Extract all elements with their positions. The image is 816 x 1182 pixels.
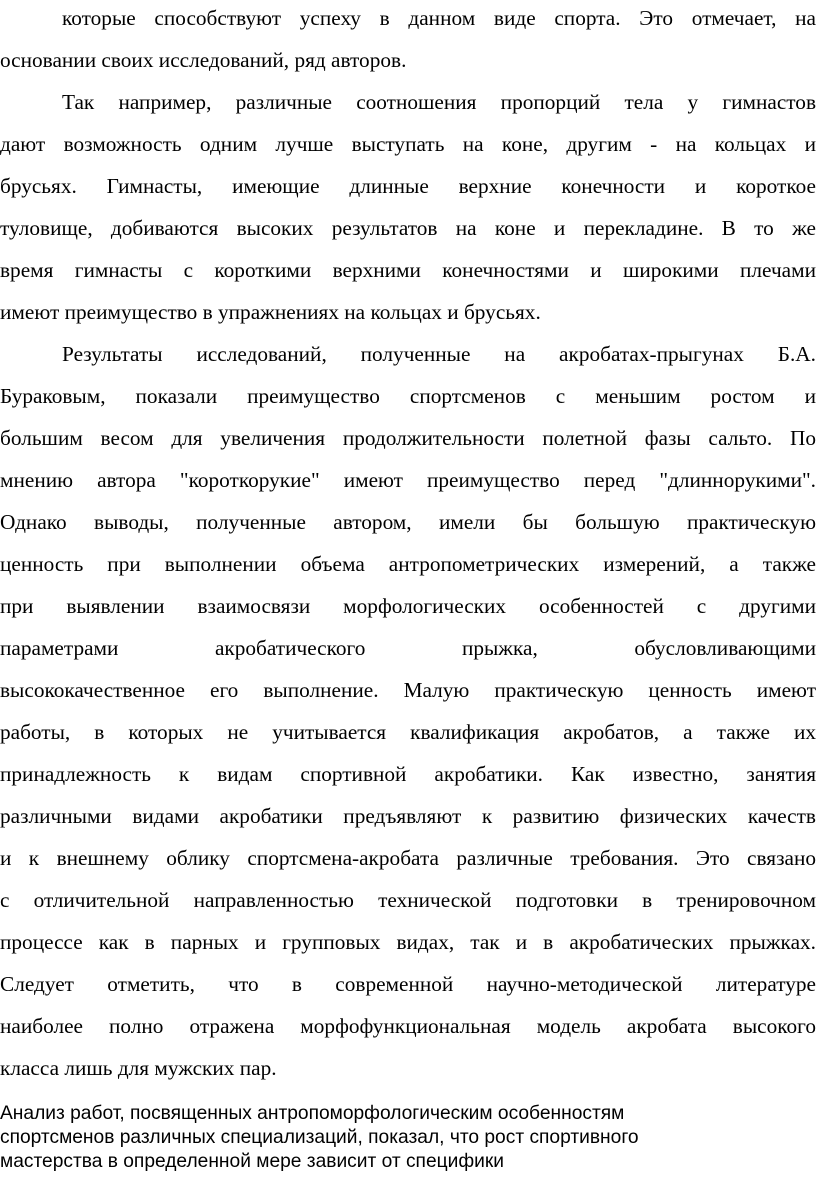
paragraph-3-line-2: Бураковым, показали преимущество спортсменов с меньшим ростом и (0, 384, 816, 408)
paragraph-3-line-14: с отличительной направленностью технической подготовки в тренировочном (0, 888, 816, 912)
paragraph-3-line-9: высококачественное его выполнение. Малую практическую ценность имеют (0, 678, 816, 702)
paragraph-3-line-10: работы, в которых не учитывается квалификация акробатов, а также их (0, 720, 816, 744)
paragraph-2-line-3: брусьях. Гимнасты, имеющие длинные верхние конечности и короткое (0, 174, 816, 198)
paragraph-4-line-1: Анализ работ, посвященных антропоморфологическим особенностям (0, 1103, 625, 1124)
paragraph-3-line-16: Следует отметить, что в современной научно-методической литературе (0, 972, 816, 996)
paragraph-4 (0, 1102, 816, 1174)
paragraph-4-line-2: спортсменов различных специализаций, показал, что рост спортивного (0, 1127, 639, 1148)
paragraph-3-line-3: большим весом для увеличения продолжительности полетной фазы сальто. По (0, 426, 816, 450)
paragraph-2-line-4: туловище, добиваются высоких результатов на коне и перекладине. В то же (0, 216, 816, 240)
paragraph-3-line-15: процессе как в парных и групповых видах, так и в акробатических прыжках. (0, 930, 816, 954)
paragraph-3-line-1: Результаты исследований, полученные на акробатах-прыгунах Б.А. (62, 342, 816, 366)
paragraph-2-line-6: имеют преимущество в упражнениях на кольцах и брусьях. (0, 300, 541, 324)
paragraph-3-line-5: Однако выводы, полученные автором, имели бы большую практическую (0, 510, 816, 534)
paragraph-3-line-12: различными видами акробатики предъявляют к развитию физических качеств (0, 804, 816, 828)
paragraph-3-line-8: параметрами акробатического прыжка, обусловливающими (0, 636, 816, 660)
paragraph-3-line-17: наиболее полно отражена морфофункциональная модель акробата высокого (0, 1014, 816, 1038)
paragraph-3-line-4: мнению автора "короткорукие" имеют преимущество перед "длиннорукими". (0, 468, 816, 492)
paragraph-2-line-2: дают возможность одним лучше выступать на коне, другим - на кольцах и (0, 132, 816, 156)
paragraph-2-line-5: время гимнасты с короткими верхними конечностями и широкими плечами (0, 258, 816, 282)
paragraph-3-line-11: принадлежность к видам спортивной акробатики. Как известно, занятия (0, 762, 816, 786)
paragraph-2-line-1: Так например, различные соотношения пропорций тела у гимнастов (62, 90, 816, 114)
paragraph-1-line-2: основании своих исследований, ряд авторов. (0, 48, 407, 72)
paragraph-3-line-7: при выявлении взаимосвязи морфологических особенностей с другими (0, 594, 816, 618)
paragraph-3-line-13: и к внешнему облику спортсмена-акробата различные требования. Это связано (0, 846, 816, 870)
paragraph-3-line-6: ценность при выполнении объема антропометрических измерений, а также (0, 552, 816, 576)
paragraph-3-line-18: класса лишь для мужских пар. (0, 1056, 277, 1080)
paragraph-4-line-3: мастерства в определенной мере зависит от специфики (0, 1151, 504, 1172)
paragraph-1-line-1: которые способствуют успеху в данном виде спорта. Это отмечает, на (62, 6, 816, 30)
